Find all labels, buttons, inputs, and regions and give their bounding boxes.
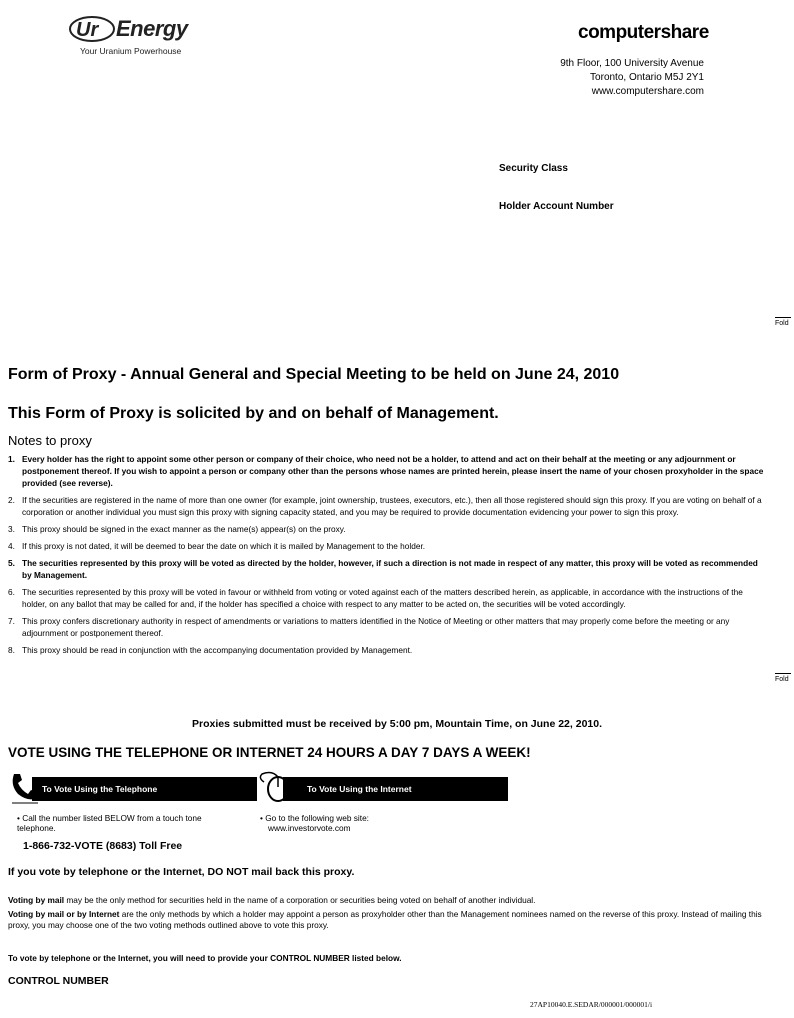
note-item: 7. This proxy confers discretionary authority in respect of amendments or variations to matters identified in the Notice of Meeting or other matters that may properly come before the meeting or any adjournment or postponement thereof. [8, 616, 730, 638]
notes-heading: Notes to proxy [8, 433, 92, 448]
form-subtitle: This Form of Proxy is solicited by and on behalf of Management. [8, 405, 499, 422]
control-number-label: CONTROL NUMBER [8, 975, 109, 987]
control-number-note: To vote by telephone or the Internet, you will need to provide your CONTROL NUMBER listed below. [8, 953, 402, 963]
toll-free-number: 1-866-732-VOTE (8683) Toll Free [23, 840, 183, 852]
mail-note-1: Voting by mail may be the only method for securities held in the name of a corporation or securities being voted on behalf of another individual. [8, 895, 536, 905]
investorvote-url: www.investorvote.com [268, 823, 351, 833]
telephone-instruction: • Call the number listed BELOW from a touch tone telephone. [17, 813, 202, 833]
address-line: 9th Floor, 100 University Avenue [560, 58, 704, 69]
vote-heading: VOTE USING THE TELEPHONE OR INTERNET 24 HOURS A DAY 7 DAYS A WEEK! [8, 745, 531, 760]
note-item: 1. Every holder has the right to appoint some other person or company of their choice, who need not be a holder, to attend and act on their behalf at the meeting or any adjournment or postponement thereof. If you wish to appoint a person or company other than the persons whose names are printed herein, please insert the name of your chosen proxyholder in the space provided (see reverse). [8, 454, 764, 488]
internet-bar-label: To Vote Using the Internet [307, 784, 412, 794]
internet-bar [283, 777, 508, 801]
note-item: 6. The securities represented by this proxy will be voted in favour or withheld from voting or voted against each of the matters described herein, as applicable, in accordance with the instructions of the holder, on any ballot that may be called for and, if the holder has specified a choice with respect to any matter to be acted on, the securities will be voted accordingly. [8, 587, 743, 609]
svg-text:Ur: Ur [76, 19, 99, 41]
address-line: www.computershare.com [591, 86, 704, 97]
note-item: 5. The securities represented by this proxy will be voted as directed by the holder, however, if such a direction is not made in respect of any matter, this proxy will be voted as recommended by Management. [8, 558, 758, 580]
security-class-label: Security Class [499, 163, 568, 174]
holder-account-label: Holder Account Number [499, 201, 614, 212]
no-mail-notice: If you vote by telephone or the Internet, DO NOT mail back this proxy. [8, 866, 355, 878]
proxy-deadline: Proxies submitted must be received by 5:00 pm, Mountain Time, on June 22, 2010. [191, 718, 603, 730]
internet-instruction: • Go to the following web site: www.investorvote.com [260, 813, 480, 833]
note-item: 3. This proxy should be signed in the exact manner as the name(s) appear(s) on the proxy. [8, 524, 346, 534]
fold-mark: Fold [775, 676, 789, 683]
ur-energy-logo [68, 12, 198, 62]
mail-note-2: Voting by mail or by Internet are the only methods by which a holder may appoint a person as proxyholder other than the Management nominees named on the reverse of this proxy. Instead of mailing this proxy, you may choose one of the two voting methods outlined above to vote this proxy. [8, 909, 762, 930]
notes-list [8, 453, 766, 661]
note-item: 2. If the securities are registered in the name of more than one owner (for example, joint ownership, trustees, executors, etc.), then all those registered should sign this proxy. If you are voting on behalf of a corporation or another individual you must sign this proxy with signing capacity stated, and you may be required to provide documentation evidencing your power to sign this proxy. [8, 495, 762, 517]
note-item: 4. If this proxy is not dated, it will be deemed to bear the date on which it is mailed by Management to the holder. [8, 541, 426, 551]
form-title: Form of Proxy - Annual General and Special Meeting to be held on June 24, 2010 [8, 366, 620, 383]
computershare-address [560, 57, 704, 99]
fold-mark: Fold [775, 320, 789, 327]
footer-code: 27AP10040.E.SEDAR/000001/000001/i [530, 1000, 653, 1009]
note-item: 8. This proxy should be read in conjunction with the accompanying documentation provided by Management. [8, 645, 413, 655]
ur-energy-tagline: Your Uranium Powerhouse [80, 46, 182, 56]
computershare-logo: computershare [578, 22, 709, 43]
telephone-bar [32, 777, 257, 801]
telephone-bar-label: To Vote Using the Telephone [42, 784, 158, 794]
ur-energy-mark-icon [68, 12, 118, 46]
ur-energy-wordmark: Energy [116, 16, 188, 41]
address-line: Toronto, Ontario M5J 2Y1 [590, 72, 704, 83]
